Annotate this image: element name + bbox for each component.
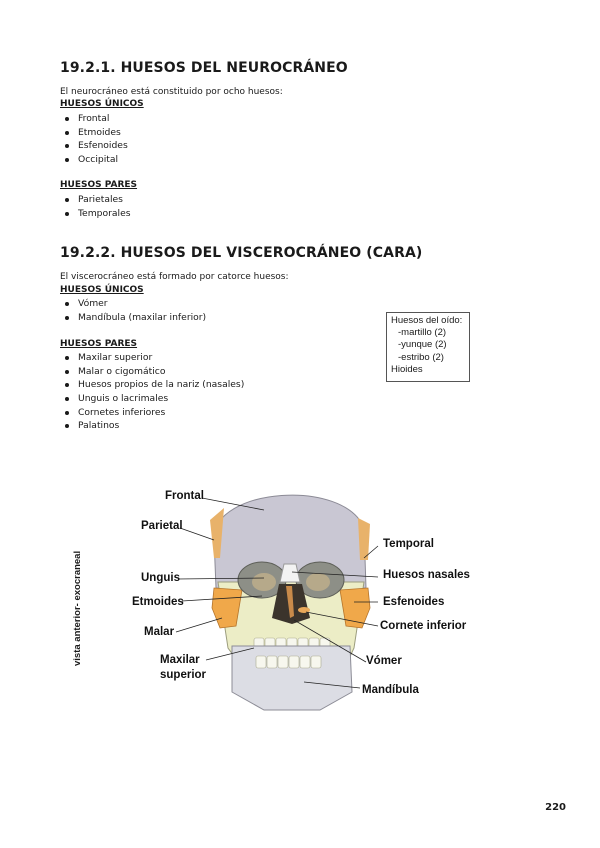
ear-box-item: Hioides [391, 363, 423, 375]
label-cornete-inferior: Cornete inferior [380, 620, 467, 632]
label-malar: Malar [144, 626, 175, 638]
label-mandibula: Mandíbula [362, 684, 419, 696]
list-item: Parietales [62, 193, 131, 207]
label-frontal: Frontal [165, 490, 204, 502]
ear-box-title: Huesos del oído: [391, 315, 463, 326]
list-item: Huesos propios de la nariz (nasales) [62, 378, 244, 392]
list-neurocraneo-pares [62, 193, 131, 220]
list-viscerocraneo-unicos [62, 297, 206, 324]
section-title-viscerocraneo: 19.2.2. HUESOS DEL VISCEROCRÁNEO (CARA) [60, 245, 423, 261]
label-parietal: Parietal [141, 520, 183, 532]
list-item: Esfenoides [62, 139, 128, 153]
list-item: Palatinos [62, 419, 244, 433]
list-neurocraneo-unicos [62, 112, 128, 167]
ear-box-item: -yunque (2) [398, 339, 447, 351]
list-item: Mandíbula (maxilar inferior) [62, 311, 206, 325]
page-number: 220 [545, 802, 566, 813]
label-maxilar-superior-2: superior [160, 669, 207, 681]
intro-viscerocraneo: El viscerocráneo está formado por catorce huesos: [60, 272, 289, 282]
list-item: Cornetes inferiores [62, 406, 244, 420]
list-item: Temporales [62, 207, 131, 221]
heading-huesos-pares: HUESOS PARES [60, 339, 138, 349]
section-title-neurocraneo: 19.2.1. HUESOS DEL NEUROCRÁNEO [60, 60, 348, 76]
list-item: Frontal [62, 112, 128, 126]
list-viscerocraneo-pares [62, 351, 244, 433]
heading-huesos-unicos: HUESOS ÚNICOS [60, 285, 144, 295]
ear-bones-box [386, 312, 470, 382]
vertical-view-label: vista anterior- exocraneal [72, 550, 83, 666]
label-huesos-nasales: Huesos nasales [383, 569, 470, 581]
label-esfenoides: Esfenoides [383, 596, 445, 608]
list-item: Vómer [62, 297, 206, 311]
label-maxilar-superior-1: Maxilar [160, 654, 200, 666]
label-etmoides: Etmoides [132, 596, 184, 608]
list-item: Unguis o lacrimales [62, 392, 244, 406]
ear-box-item: -martillo (2) [398, 327, 447, 339]
heading-huesos-unicos: HUESOS ÚNICOS [60, 99, 144, 109]
list-item: Occipital [62, 153, 128, 167]
list-item: Maxilar superior [62, 351, 244, 365]
label-temporal: Temporal [383, 538, 434, 550]
list-item: Malar o cigomático [62, 365, 244, 379]
label-unguis: Unguis [141, 572, 180, 584]
intro-neurocraneo: El neurocráneo está constituido por ocho huesos: [60, 87, 283, 97]
heading-huesos-pares: HUESOS PARES [60, 180, 138, 190]
label-vomer: Vómer [366, 655, 402, 667]
list-item: Etmoides [62, 126, 128, 140]
ear-box-item: -estribo (2) [398, 351, 444, 363]
